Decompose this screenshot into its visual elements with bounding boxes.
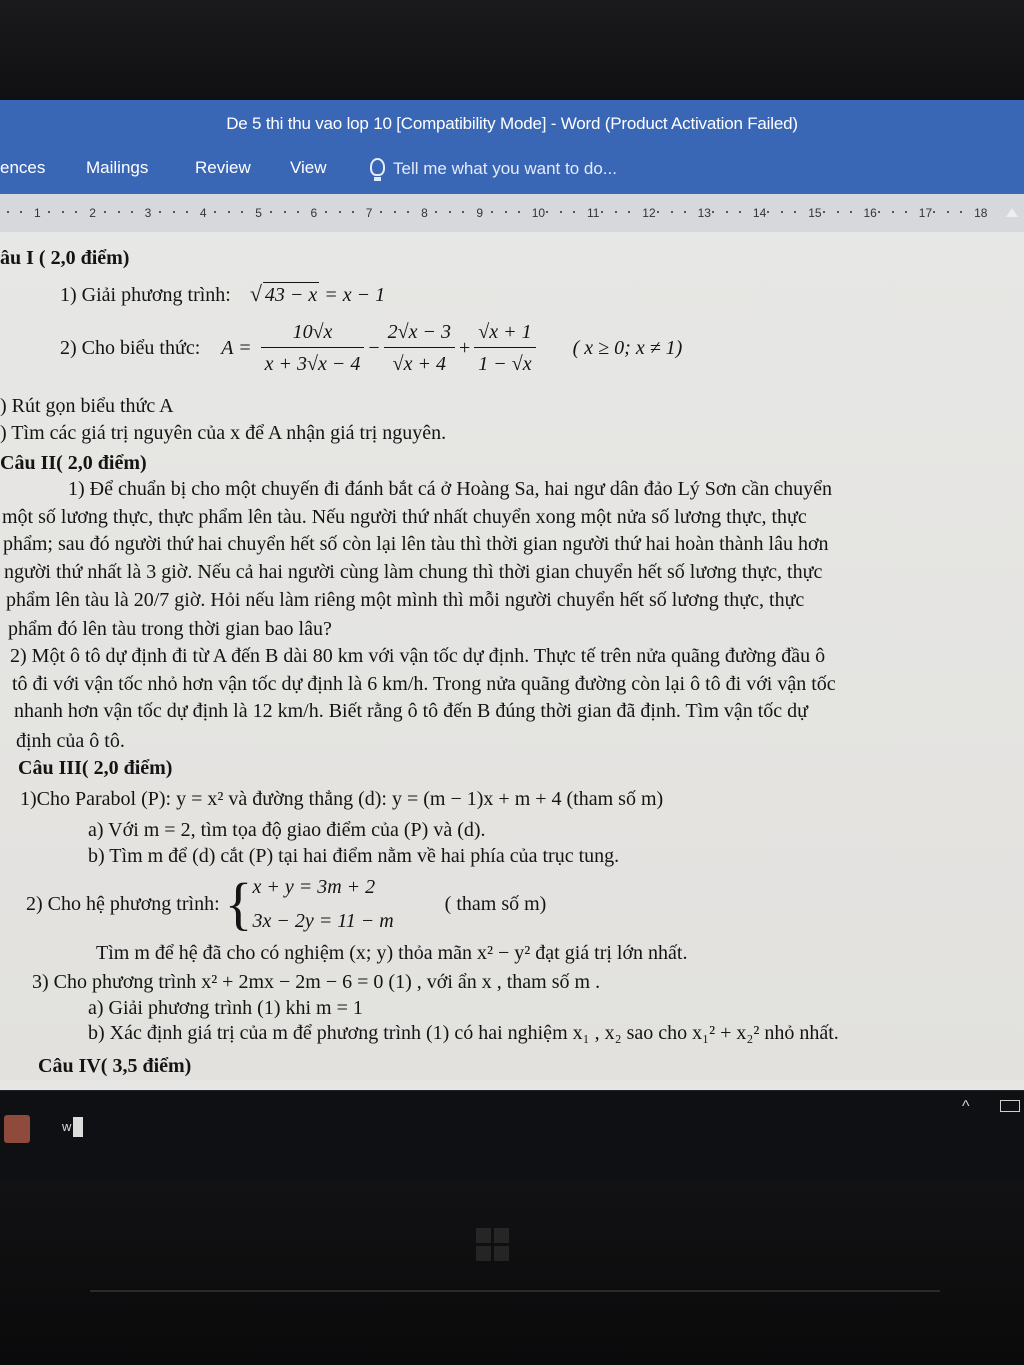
ruler-number: 2 — [89, 206, 96, 220]
ruler-number: 10 — [531, 206, 546, 220]
q1-part1 — [60, 282, 385, 307]
q1-a: ) Rút gọn biểu thức A — [0, 395, 174, 417]
q2-p1-line: phẩm; sau đó người thứ hai chuyển hết số còn lại lên tàu thì thời gian người thứ hai hoàn thành lâu hơn — [3, 533, 829, 555]
ruler-tick — [380, 211, 382, 213]
ruler-tick — [62, 211, 64, 213]
q3-part2-label: 2) Cho hệ phương trình: — [26, 893, 220, 915]
ruler-tick — [615, 211, 617, 213]
q3-part3-a: a) Giải phương trình (1) khi m = 1 — [88, 997, 363, 1019]
ruler-number: 18 — [974, 206, 988, 220]
ruler-marks — [0, 206, 1024, 220]
ruler-tick — [118, 211, 120, 213]
ruler-tick — [7, 211, 9, 213]
ruler-tick — [186, 211, 188, 213]
windows-logo-icon — [476, 1228, 510, 1262]
q1-part2: 2) Cho biểu thức: A = $\frac{10√x}{x + 3√x - 4}$ − $\frac{2√x - 3}{√x + 4}$ + $\frac{√x + 1}{1 - √x}$ ( x ≥ 0; x ≠ 1) — [60, 321, 683, 375]
tab-mailings[interactable]: Mailings — [86, 158, 149, 177]
ruler-tick — [505, 211, 507, 213]
tab-review[interactable]: Review — [195, 158, 251, 177]
q2-p1-line: người thứ nhất là 3 giờ. Nếu cả hai người cùng làm chung thì thời gian chuyển hết số lương thực, thực — [4, 561, 823, 583]
tab-references[interactable]: ences — [0, 158, 46, 177]
ruler-tick — [518, 211, 520, 213]
ruler-tick — [546, 211, 548, 213]
bezel-edge — [90, 1290, 940, 1292]
title-bar — [0, 100, 1024, 150]
ruler-tick — [270, 211, 272, 213]
ruler-tick — [491, 211, 493, 213]
ruler-tick — [781, 211, 783, 213]
q2-p1-line: một số lương thực, thực phẩm lên tàu. Nếu người thứ nhất chuyển xong một nửa số lương thực, thực — [2, 506, 807, 528]
ruler-tick — [394, 211, 396, 213]
q2-p1-line: phẩm đó lên tàu trong thời gian bao lâu? — [8, 618, 332, 640]
ruler-number: 12 — [642, 206, 656, 220]
question-1-heading: âu I ( 2,0 điểm) — [0, 247, 130, 269]
q3-part3: 3) Cho phương trình x² + 2mx − 2m − 6 = 0 (1) , với ẩn x , tham số m . — [32, 971, 601, 993]
q1-part2-label: 2) Cho biểu thức: — [60, 337, 201, 359]
ruler-tick — [739, 211, 741, 213]
ruler-tick — [297, 211, 299, 213]
ruler-tick — [462, 211, 464, 213]
ruler-tick — [657, 211, 659, 213]
word-taskbar-icon[interactable]: w — [62, 1117, 94, 1145]
question-3-heading: Câu III( 2,0 điểm) — [18, 757, 173, 779]
ruler-tick — [435, 211, 437, 213]
ruler-number: 7 — [365, 206, 373, 220]
ruler-number: 11 — [587, 206, 600, 220]
ruler-tick — [878, 211, 880, 213]
ruler-number: 4 — [199, 206, 207, 220]
ruler-tick — [794, 211, 796, 213]
indent-marker-icon[interactable] — [1006, 208, 1018, 217]
screen-bezel-bottom — [0, 1180, 1024, 1365]
ruler-number: 6 — [310, 206, 318, 220]
q2-p1-line: phẩm lên tàu là 20/7 giờ. Hỏi nếu làm riêng một mình thì mỗi người chuyển hết số lương thực, thực — [6, 589, 805, 611]
q1-part1-label: 1) Giải phương trình: — [60, 284, 231, 306]
q2-p2-line: 2) Một ô tô dự định đi từ A đến B dài 80 km với vận tốc dự định. Thực tế trên nửa quãng đường đầu ô — [10, 645, 826, 667]
equation-system: x + y = 3m + 2 3x − 2y = 11 − m — [252, 876, 394, 932]
ruler-tick — [560, 211, 562, 213]
ruler-number: 14 — [752, 206, 767, 220]
question-2-heading: Câu II( 2,0 điểm) — [0, 452, 147, 474]
q3-part3-b: b) Xác định giá trị của m để phương trình (1) có hai nghiệm x₁ , x₂ sao cho x₁² + x₂² nhỏ nhất. — [88, 1022, 839, 1044]
ruler-tick — [712, 211, 714, 213]
ruler-tick — [173, 211, 175, 213]
ruler-tick — [352, 211, 354, 213]
q3-part1-b: b) Tìm m để (d) cắt (P) tại hai điểm nằm về hai phía của trục tung. — [88, 845, 620, 867]
fraction-1: $\frac{10√x}{x + 3√x - 4}$ — [261, 320, 365, 376]
ruler-tick — [684, 211, 686, 213]
q1-b: ) Tìm các giá trị nguyên của x để A nhận giá trị nguyên. — [0, 422, 447, 444]
taskbar — [0, 1090, 1024, 1181]
ruler-tick — [671, 211, 673, 213]
ruler-tick — [892, 211, 894, 213]
ruler-tick — [573, 211, 575, 213]
ruler-tick — [960, 211, 962, 213]
ruler-tick — [20, 211, 22, 213]
ruler-tick — [284, 211, 286, 213]
ruler-tick — [104, 211, 106, 213]
q3-part2 — [26, 870, 546, 940]
battery-icon[interactable] — [1000, 1100, 1020, 1112]
ruler-number: 5 — [255, 206, 262, 220]
window-title: De 5 thi thu vao lop 10 [Compatibility Mode] - Word (Product Activation Failed) — [226, 114, 798, 133]
ruler-tick — [228, 211, 230, 213]
ruler-tick — [905, 211, 907, 213]
pinned-app-icon[interactable] — [4, 1115, 30, 1143]
chevron-up-icon[interactable]: ^ — [962, 1098, 970, 1115]
ruler-number: 9 — [476, 206, 484, 220]
q2-p2-line: định của ô tô. — [16, 730, 125, 752]
tab-view[interactable]: View — [290, 158, 327, 177]
ruler-tick — [241, 211, 243, 213]
ruler-tick — [214, 211, 216, 213]
ruler-tick — [131, 211, 133, 213]
ribbon-tabs — [0, 150, 1024, 194]
q2-p1-line: 1) Để chuẩn bị cho một chuyến đi đánh bắt cá ở Hoàng Sa, hai ngư dân đảo Lý Sơn cần chuyển — [68, 478, 833, 500]
question-4-heading: Câu IV( 3,5 điểm) — [38, 1055, 192, 1077]
ruler-tick — [837, 211, 839, 213]
q2-p2-line: tô đi với vận tốc nhỏ hơn vận tốc dự định là 6 km/h. Trong nửa quãng đường còn lại ô tô đi với vận tốc — [12, 673, 836, 695]
lightbulb-icon — [370, 158, 385, 176]
ruler-tick — [159, 211, 161, 213]
ruler-number: 15 — [808, 206, 822, 220]
ruler-number: 3 — [144, 206, 152, 220]
system-brace: { — [224, 871, 253, 936]
q1-part1-equation: √ 43 − x = x − 1 — [249, 281, 386, 306]
tell-me-text: Tell me what you want to do... — [393, 159, 617, 178]
ruler-number: 17 — [918, 206, 933, 220]
horizontal-ruler[interactable] — [0, 194, 1024, 233]
fraction-3: $\frac{√x + 1}{1 - √x}$ — [474, 320, 535, 376]
q3-part1: 1)Cho Parabol (P): y = x² và đường thẳng (d): y = (m − 1)x + m + 4 (tham số m) — [20, 788, 664, 810]
domain-condition: ( x ≥ 0; x ≠ 1) — [572, 337, 683, 359]
ruler-tick — [601, 211, 603, 213]
expression-A-label: A = — [221, 337, 252, 359]
fraction-2: $\frac{2√x - 3}{√x + 4}$ — [384, 320, 455, 376]
ruler-tick — [449, 211, 451, 213]
ruler-tick — [325, 211, 327, 213]
ruler-tick — [933, 211, 935, 213]
screen-bezel-top — [0, 0, 1024, 100]
q3-part1-a: a) Với m = 2, tìm tọa độ giao điểm của (P) và (d). — [88, 819, 486, 841]
ruler-number: 1 — [34, 206, 41, 220]
ruler-number: 13 — [697, 206, 711, 220]
q3-part2-task: Tìm m để hệ đã cho có nghiệm (x; y) thỏa mãn x² − y² đạt giá trị lớn nhất. — [96, 942, 688, 964]
ruler-tick — [823, 211, 825, 213]
ruler-tick — [407, 211, 409, 213]
ruler-number: 8 — [421, 206, 428, 220]
ruler-tick — [850, 211, 852, 213]
ruler-number: 16 — [863, 206, 877, 220]
ruler-tick — [48, 211, 50, 213]
ruler-tick — [726, 211, 728, 213]
ruler-tick — [628, 211, 630, 213]
word-doc-glyph-icon — [73, 1117, 83, 1137]
q3-part2-param: ( tham số m) — [444, 893, 547, 915]
document-page[interactable] — [0, 232, 1024, 1080]
ruler-tick — [339, 211, 341, 213]
ruler-tick — [75, 211, 77, 213]
ruler-tick — [767, 211, 769, 213]
tell-me-box[interactable] — [370, 158, 617, 179]
ruler-tick — [947, 211, 949, 213]
q2-p2-line: nhanh hơn vận tốc dự định là 12 km/h. Biết rằng ô tô đến B đúng thời gian đã định. Tìm vận tốc dự — [14, 700, 809, 722]
